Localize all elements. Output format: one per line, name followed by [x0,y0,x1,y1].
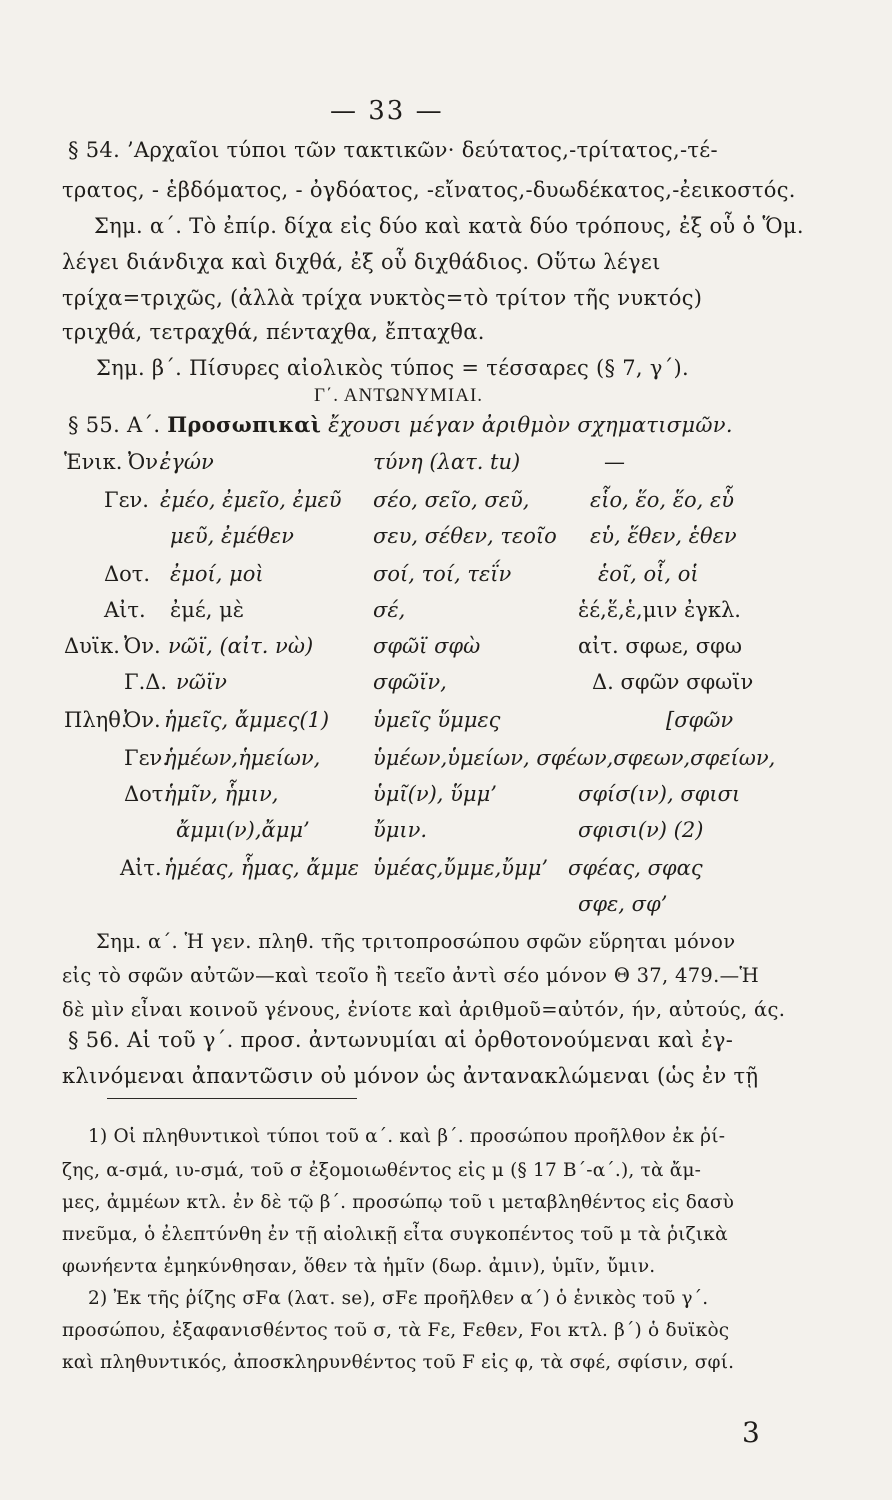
third-person-form: εἷο, ἕο, ἕο, εὗ [590,488,735,512]
number-label: Πληθ. [64,708,128,732]
case-label: Αἰτ. [120,856,162,880]
case-label: Ὀν. [128,450,165,474]
case-label: Ὀν. [124,708,161,732]
case-label: Αἰτ. [104,598,146,622]
note-line: δὲ μὶν εἶναι κοινοῦ γένους, ἐνίοτε καὶ ἀριθμοῦ=αὐτόν, ήν, αὐτούς, άς. [62,998,786,1021]
third-person-form: σφέας, σφας [568,856,703,880]
case-label: Γ.Δ. [124,670,168,694]
second-person-form: σφῶϊν, [373,670,447,694]
footnote-line: φωνήεντα ἐμηκύνθησαν, ὅθεν τὰ ἡμῖν (δωρ. ἀμιν), ὑμῖν, ὔμιν. [62,1256,656,1277]
first-person-form: ἡμέας, ἧμας, ἄμμε [164,856,360,880]
first-person-form: ἡμῖν, ἧμιν, [164,782,279,806]
footnote-line: μες, ἀμμέων κτλ. ἐν δὲ τῷ β΄. προσώπῳ τοῦ ι μεταβληθέντος εἰς δασὺ [62,1192,735,1213]
third-person-form: ἑοῖ, οἷ, οἱ [598,562,699,586]
first-person-form: ἐγών [160,450,214,474]
first-person-form: ἡμεῖς, ἄμμες(1) [164,708,330,732]
number-label: Ἑνικ. [64,450,123,474]
first-person-form: μεῦ, ἐμέθεν [170,524,294,548]
second-person-form: ὑμέας,ὔμμε,ὔμμ’ [373,856,549,880]
third-person-form: [σφῶν [666,708,734,732]
case-label: Γεν. [104,488,149,512]
case-label: Δοτ. [104,562,151,586]
third-person-form: αἰτ. σφωε, σφω [578,634,742,658]
first-person-form: νῶϊν [176,670,227,694]
first-person-form: ἐμοί, μοὶ [170,562,264,586]
third-person-form: σφε, σφ’ [578,892,668,916]
third-person-form: — [604,450,625,474]
section-55-number: § 55. Α΄. [68,413,161,437]
first-person-form: νῶϊ, (αἰτ. νὼ) [168,634,314,658]
second-person-form: ὑμέων,ὑμείων, σφέων,σφεων,σφείων, [373,746,776,770]
section-55-bold-term: Προσωπικαὶ [167,412,322,437]
section-56-line: § 56. Αἱ τοῦ γ΄. προσ. ἀντωνυμίαι αἱ ὀρθοτονούμεναι καὶ ἐγ- [68,1028,734,1052]
section-55-line [68,414,733,436]
second-person-form: σέο, σεῖο, σεῦ, [373,488,530,512]
footnote-rule [107,1098,357,1099]
case-label: Ὀν. [124,634,161,658]
first-person-form: ἡμέων,ἡμείων, [164,746,321,770]
first-person-form: ἄμμι(ν),ἄμμ’ [176,818,310,842]
paragraph-line: Σημ. β΄. Πίσυρες αἰολικὸς τύπος = τέσσαρες (§ 7, γ΄). [96,356,689,380]
first-person-form: ἐμέ, μὲ [170,598,245,622]
footnote-line: ζης, α-σμά, ιυ-σμά, τοῦ σ ἐξομοιωθέντος εἰς μ (§ 17 Β΄-α΄.), τὰ ἄμ- [62,1160,702,1181]
paragraph-line: τριχθά, τετραχθά, πένταχθα, ἔπταχθα. [62,320,485,344]
third-person-form: ἑέ,ἕ,ἑ,μιν ἐγκλ. [578,598,741,622]
third-person-form: σφίσ(ιν), σφισι [578,782,741,806]
case-label: Δοτ. [124,782,171,806]
second-person-form: ὑμεῖς ὕμμες [373,708,501,732]
case-label: Γεν. [124,746,169,770]
first-person-form: ἐμέο, ἐμεῖο, ἐμεῦ [160,488,342,512]
paragraph-line: τρατος, - ἑβδόματος, - ὀγδόατος, -εἴνατος,-δυωδέκατος,-ἐεικοστός. [62,178,796,202]
second-person-form: τύνη (λατ. tu) [373,450,521,474]
third-person-form: εὑ, ἕθεν, ἑθεν [590,524,737,548]
section-56-line: κλινόμεναι ἀπαντῶσιν οὐ μόνον ὡς ἀντανακλώμεναι (ὡς ἐν τῇ [62,1064,759,1088]
footnote-line: 1) Οἱ πληθυντικοὶ τύποι τοῦ α΄. καὶ β΄. προσώπου προῆλθον ἐκ ῥί- [88,1126,726,1147]
footnote-line: προσώπου, ἐξαφανισθέντος τοῦ σ, τὰ Fε, Fεθεν, Fοι κτλ. β΄) ὁ δυϊκὸς [62,1320,730,1341]
footnote-line: πνεῦμα, ὁ ἐλεπτύνθη ἐν τῇ αἰολικῇ εἶτα συγκοπέντος τοῦ μ τὰ ῥιζικὰ [62,1224,728,1245]
third-person-form: Δ. σφῶν σφωϊν [592,670,754,694]
paragraph-line: τρίχα=τριχῶς, (ἀλλὰ τρίχα νυκτὸς=τὸ τρίτον τῆς νυκτός) [62,286,703,310]
footnote-line: 2) Ἐκ τῆς ῥίζης σFα (λατ. se), σFε προῆλθεν α΄) ὁ ἑνικὸς τοῦ γ΄. [88,1288,709,1309]
second-person-form: σέ, [373,598,406,622]
second-person-form: σευ, σέθεν, τεοῖο [373,524,557,548]
page-number: — 33 — [330,96,444,126]
footnote-line: καὶ πληθυντικός, ἀποσκληρυνθέντος τοῦ F εἰς φ, τὰ σφέ, σφίσιν, σφί. [62,1352,735,1373]
second-person-form: σφῶϊ σφὼ [373,634,481,658]
paragraph-line: λέγει διάνδιχα καὶ διχθά, ἐξ οὗ διχθάδιος. Οὕτω λέγει [62,250,661,274]
second-person-form: ὔμιν. [373,818,428,842]
section-heading: Γ΄. ΑΝΤΩΝΥΜΙΑΙ. [314,385,484,406]
third-person-form: σφισι(ν) (2) [578,818,704,842]
signature-mark: 3 [742,1416,760,1449]
second-person-form: ὑμῖ(ν), ὕμμ’ [373,782,497,806]
note-line: εἰς τὸ σφῶν αὐτῶν—καὶ τεοῖο ἢ τεεῖο ἀντὶ σέο μόνον Θ 37, 479.—Ἡ [62,964,760,987]
paragraph-line: Σημ. α΄. Τὸ ἐπίρ. δίχα εἰς δύο καὶ κατὰ δύο τρόπους, ἐξ οὗ ὁ Ὅμ. [94,214,804,238]
second-person-form: σοί, τοί, τεΐν [373,562,512,586]
paragraph-line: § 54. ’Αρχαῖοι τύποι τῶν τακτικῶν· δεύτατος,-τρίτατος,-τέ- [68,138,718,162]
section-55-text: ἔχουσι μέγαν ἀριθμὸν σχηματισμῶν. [328,413,733,437]
note-line: Σημ. α΄. Ἡ γεν. πληθ. τῆς τριτοπροσώπου σφῶν εὕρηται μόνον [96,930,736,953]
number-label: Δυϊκ. [64,634,120,658]
